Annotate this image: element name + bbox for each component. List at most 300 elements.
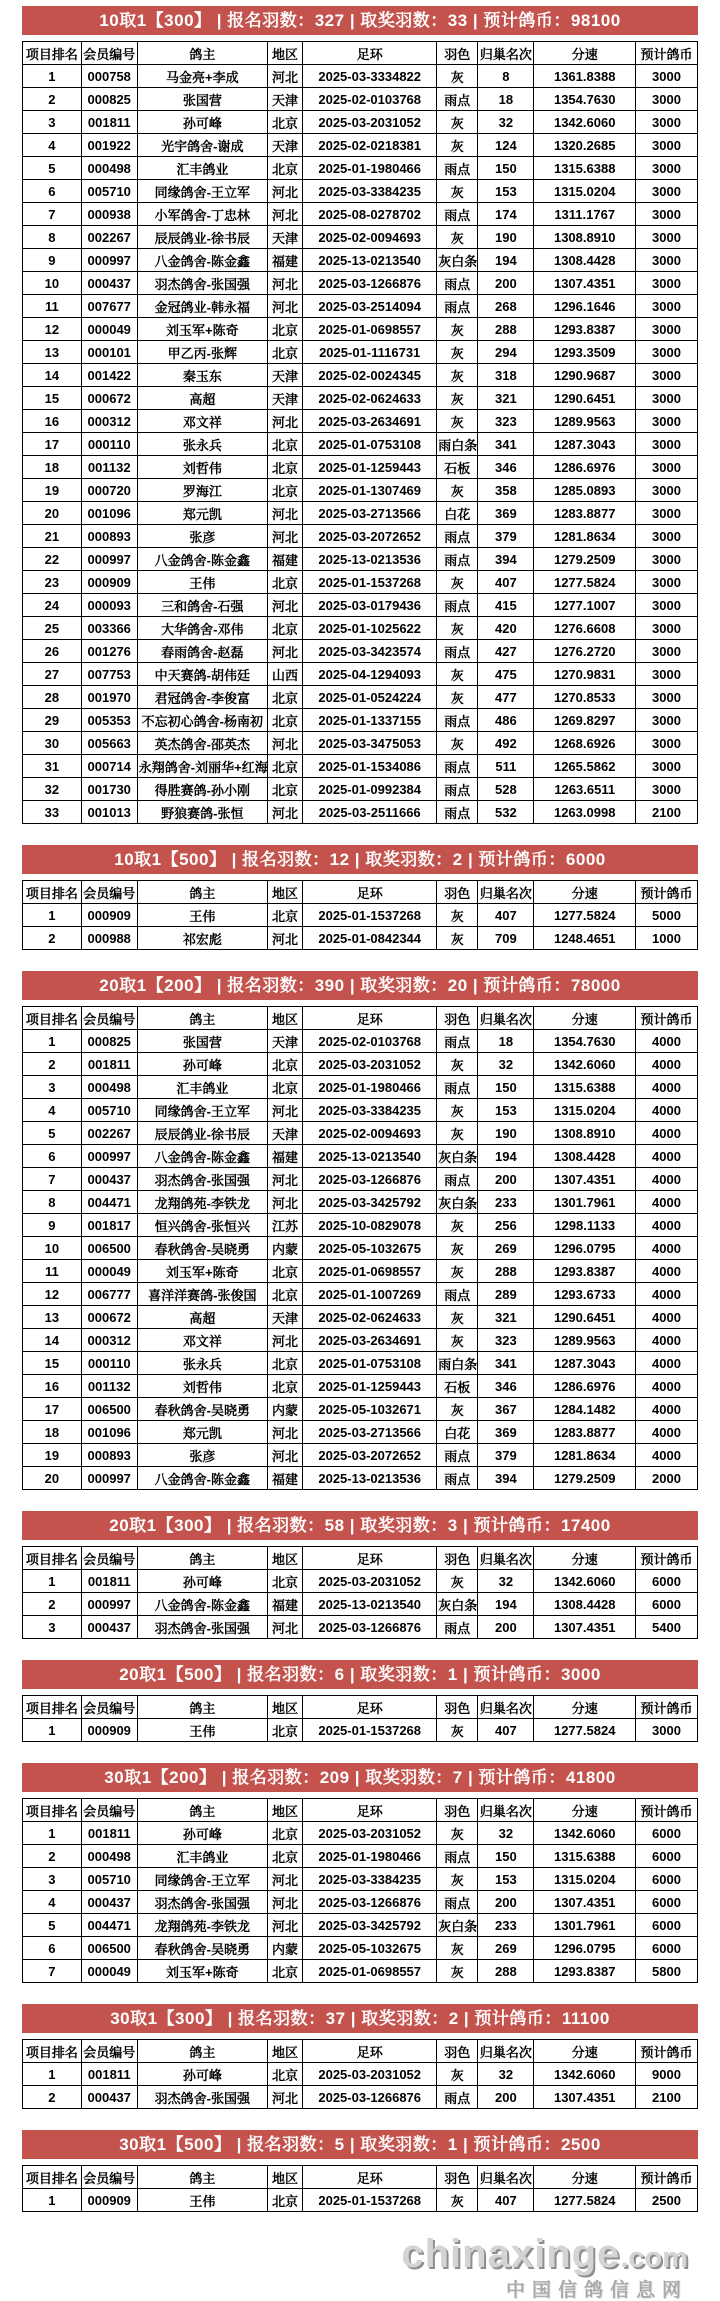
cell-coins: 3000 (635, 663, 697, 686)
cell-region: 河北 (267, 272, 302, 295)
cell-feather-color: 灰 (437, 732, 478, 755)
cell-member-no: 000720 (81, 479, 137, 502)
cell-ring: 2025-03-2031052 (303, 1822, 437, 1845)
cell-region: 北京 (267, 1053, 302, 1076)
cell-owner: 王伟 (137, 904, 267, 927)
cell-coins: 4000 (635, 1214, 697, 1237)
cell-owner: 王伟 (137, 1719, 267, 1742)
cell-homing-rank: 200 (478, 1616, 534, 1639)
column-header-rank: 项目排名 (23, 1799, 82, 1822)
table-row (23, 249, 698, 272)
prize-section (22, 845, 698, 950)
cell-homing-rank: 492 (478, 732, 534, 755)
cell-feather-color: 石板 (437, 456, 478, 479)
cell-rank: 3 (23, 1868, 82, 1891)
cell-owner: 马金亮+李成 (137, 65, 267, 88)
cell-owner: 同缘鸽舍-王立军 (137, 180, 267, 203)
cell-coins: 6000 (635, 1891, 697, 1914)
cell-feather-color: 灰 (437, 180, 478, 203)
cell-region: 北京 (267, 1960, 302, 1983)
cell-coins: 3000 (635, 410, 697, 433)
cell-region: 北京 (267, 709, 302, 732)
table-body (23, 2063, 698, 2109)
cell-coins: 3000 (635, 617, 697, 640)
cell-owner: 春秋鸽舍-吴晓勇 (137, 1398, 267, 1421)
cell-coins: 3000 (635, 203, 697, 226)
cell-member-no: 001817 (81, 1214, 137, 1237)
cell-homing-rank: 32 (478, 111, 534, 134)
cell-ring: 2025-01-1259443 (303, 456, 437, 479)
cell-homing-rank: 394 (478, 1467, 534, 1490)
cell-ring: 2025-01-0753108 (303, 1352, 437, 1375)
cell-homing-rank: 346 (478, 1375, 534, 1398)
cell-member-no: 000110 (81, 433, 137, 456)
column-header-member-no: 会员编号 (81, 1007, 137, 1030)
cell-ring: 2025-01-1259443 (303, 1375, 437, 1398)
cell-speed: 1308.8910 (534, 1122, 636, 1145)
cell-feather-color: 雨点 (437, 157, 478, 180)
cell-rank: 3 (23, 111, 82, 134)
table-row (23, 1960, 698, 1983)
cell-region: 河北 (267, 65, 302, 88)
cell-feather-color: 灰 (437, 1237, 478, 1260)
header-row (23, 2040, 698, 2063)
table-row (23, 341, 698, 364)
cell-member-no: 005710 (81, 180, 137, 203)
table-row (23, 157, 698, 180)
cell-region: 北京 (267, 341, 302, 364)
cell-owner: 辰辰鸽业-徐书辰 (137, 1122, 267, 1145)
cell-rank: 2 (23, 927, 82, 950)
cell-coins: 3000 (635, 433, 697, 456)
table-row (23, 410, 698, 433)
cell-member-no: 000938 (81, 203, 137, 226)
header-row (23, 42, 698, 65)
cell-ring: 2025-01-1116731 (303, 341, 437, 364)
column-header-member-no: 会员编号 (81, 1547, 137, 1570)
table-body (23, 65, 698, 824)
table-row (23, 1122, 698, 1145)
cell-rank: 29 (23, 709, 82, 732)
cell-rank: 1 (23, 904, 82, 927)
cell-ring: 2025-03-1266876 (303, 2086, 437, 2109)
cell-member-no: 000498 (81, 1845, 137, 1868)
cell-speed: 1284.1482 (534, 1398, 636, 1421)
column-header-coins: 预计鸽币 (635, 1799, 697, 1822)
column-header-coins: 预计鸽币 (635, 1007, 697, 1030)
column-header-coins: 预计鸽币 (635, 2040, 697, 2063)
cell-speed: 1265.5862 (534, 755, 636, 778)
cell-speed: 1342.6060 (534, 111, 636, 134)
header-row (23, 1696, 698, 1719)
cell-member-no: 001811 (81, 111, 137, 134)
column-header-feather-color: 羽色 (437, 2166, 478, 2189)
cell-owner: 祁宏彪 (137, 927, 267, 950)
cell-owner: 汇丰鸽业 (137, 1845, 267, 1868)
table-row (23, 479, 698, 502)
table-row (23, 1937, 698, 1960)
table-row (23, 1053, 698, 1076)
cell-region: 北京 (267, 617, 302, 640)
cell-member-no: 005353 (81, 709, 137, 732)
cell-region: 天津 (267, 134, 302, 157)
column-header-member-no: 会员编号 (81, 2166, 137, 2189)
cell-coins: 3000 (635, 571, 697, 594)
cell-speed: 1290.6451 (534, 1306, 636, 1329)
table-row (23, 226, 698, 249)
cell-rank: 14 (23, 364, 82, 387)
watermark-tld: .com (620, 2242, 688, 2274)
cell-member-no: 001970 (81, 686, 137, 709)
cell-member-no: 001922 (81, 134, 137, 157)
cell-feather-color: 雨点 (437, 525, 478, 548)
cell-ring: 2025-03-2072652 (303, 1444, 437, 1467)
column-header-speed: 分速 (534, 1007, 636, 1030)
cell-speed: 1277.1007 (534, 594, 636, 617)
cell-ring: 2025-03-2031052 (303, 111, 437, 134)
cell-rank: 16 (23, 410, 82, 433)
cell-member-no: 001096 (81, 502, 137, 525)
cell-region: 河北 (267, 1616, 302, 1639)
cell-speed: 1286.6976 (534, 1375, 636, 1398)
cell-feather-color: 灰 (437, 1053, 478, 1076)
table-body (23, 904, 698, 950)
cell-region: 河北 (267, 180, 302, 203)
cell-ring: 2025-01-1537268 (303, 1719, 437, 1742)
cell-member-no: 006500 (81, 1237, 137, 1260)
column-header-feather-color: 羽色 (437, 1007, 478, 1030)
cell-ring: 2025-01-0992384 (303, 778, 437, 801)
column-header-owner: 鸽主 (137, 42, 267, 65)
cell-coins: 4000 (635, 1352, 697, 1375)
section-banner: 30取1【200】 | 报名羽数：209 | 取奖羽数：7 | 预计鸽币：41800 (22, 1763, 698, 1792)
cell-rank: 1 (23, 1822, 82, 1845)
cell-rank: 13 (23, 1306, 82, 1329)
cell-feather-color: 雨点 (437, 801, 478, 824)
cell-feather-color: 灰 (437, 226, 478, 249)
cell-ring: 2025-03-1266876 (303, 272, 437, 295)
cell-ring: 2025-03-2713566 (303, 502, 437, 525)
cell-coins: 6000 (635, 1845, 697, 1868)
cell-coins: 3000 (635, 134, 697, 157)
cell-member-no: 001013 (81, 801, 137, 824)
cell-feather-color: 雨点 (437, 2086, 478, 2109)
table-row (23, 1822, 698, 1845)
cell-member-no: 003366 (81, 617, 137, 640)
cell-ring: 2025-02-0103768 (303, 1030, 437, 1053)
cell-speed: 1315.6388 (534, 1845, 636, 1868)
cell-ring: 2025-13-0213540 (303, 1145, 437, 1168)
cell-region: 北京 (267, 778, 302, 801)
cell-homing-rank: 150 (478, 1076, 534, 1099)
cell-homing-rank: 194 (478, 1593, 534, 1616)
cell-member-no: 000437 (81, 1891, 137, 1914)
cell-coins: 3000 (635, 686, 697, 709)
cell-rank: 9 (23, 1214, 82, 1237)
column-header-ring: 足环 (303, 881, 437, 904)
cell-rank: 6 (23, 1937, 82, 1960)
cell-ring: 2025-01-1337155 (303, 709, 437, 732)
cell-speed: 1290.6451 (534, 387, 636, 410)
table-row (23, 1891, 698, 1914)
cell-owner: 不忘初心鸽舍-杨南初 (137, 709, 267, 732)
cell-ring: 2025-01-1007269 (303, 1283, 437, 1306)
cell-owner: 张彦 (137, 1444, 267, 1467)
column-header-member-no: 会员编号 (81, 42, 137, 65)
cell-homing-rank: 289 (478, 1283, 534, 1306)
cell-speed: 1285.0893 (534, 479, 636, 502)
cell-homing-rank: 486 (478, 709, 534, 732)
cell-member-no: 001096 (81, 1421, 137, 1444)
cell-rank: 1 (23, 1719, 82, 1742)
cell-coins: 3000 (635, 732, 697, 755)
cell-region: 北京 (267, 1375, 302, 1398)
cell-owner: 同缘鸽舍-王立军 (137, 1868, 267, 1891)
cell-owner: 中天赛鸽-胡伟廷 (137, 663, 267, 686)
cell-ring: 2025-03-3423574 (303, 640, 437, 663)
cell-feather-color: 雨点 (437, 88, 478, 111)
cell-member-no: 000997 (81, 249, 137, 272)
cell-feather-color: 灰 (437, 134, 478, 157)
cell-region: 河北 (267, 594, 302, 617)
cell-region: 河北 (267, 1099, 302, 1122)
results-table (22, 1695, 698, 1742)
cell-region: 北京 (267, 1260, 302, 1283)
cell-ring: 2025-03-2511666 (303, 801, 437, 824)
table-row (23, 732, 698, 755)
cell-coins: 3000 (635, 364, 697, 387)
column-header-owner: 鸽主 (137, 2166, 267, 2189)
cell-speed: 1308.4428 (534, 1593, 636, 1616)
cell-owner: 三和鸽舍-石强 (137, 594, 267, 617)
cell-ring: 2025-01-1980466 (303, 157, 437, 180)
cell-coins: 4000 (635, 1283, 697, 1306)
cell-rank: 7 (23, 1168, 82, 1191)
cell-speed: 1307.4351 (534, 1616, 636, 1639)
cell-feather-color: 雨白条 (437, 433, 478, 456)
cell-coins: 4000 (635, 1444, 697, 1467)
cell-feather-color: 灰 (437, 2063, 478, 2086)
table-body (23, 1570, 698, 1639)
table-row (23, 1145, 698, 1168)
cell-coins: 5000 (635, 904, 697, 927)
cell-coins: 3000 (635, 1719, 697, 1742)
watermark-logo (22, 2233, 688, 2275)
cell-speed: 1277.5824 (534, 2189, 636, 2212)
cell-speed: 1354.7630 (534, 1030, 636, 1053)
cell-member-no: 000101 (81, 341, 137, 364)
cell-region: 河北 (267, 1329, 302, 1352)
cell-homing-rank: 32 (478, 1053, 534, 1076)
cell-homing-rank: 200 (478, 1168, 534, 1191)
cell-feather-color: 灰 (437, 1329, 478, 1352)
table-row (23, 295, 698, 318)
cell-ring: 2025-03-3384235 (303, 1868, 437, 1891)
cell-feather-color: 灰 (437, 387, 478, 410)
cell-feather-color: 灰 (437, 617, 478, 640)
cell-rank: 2 (23, 1053, 82, 1076)
cell-region: 河北 (267, 1914, 302, 1937)
cell-ring: 2025-05-1032671 (303, 1398, 437, 1421)
cell-feather-color: 灰 (437, 1937, 478, 1960)
cell-ring: 2025-03-3425792 (303, 1191, 437, 1214)
cell-feather-color: 雨点 (437, 1444, 478, 1467)
cell-rank: 9 (23, 249, 82, 272)
cell-feather-color: 灰白条 (437, 1593, 478, 1616)
cell-member-no: 001811 (81, 1053, 137, 1076)
cell-coins: 4000 (635, 1099, 697, 1122)
table-row (23, 709, 698, 732)
cell-ring: 2025-01-0842344 (303, 927, 437, 950)
table-row (23, 1868, 698, 1891)
cell-member-no: 006500 (81, 1937, 137, 1960)
cell-feather-color: 灰 (437, 1122, 478, 1145)
cell-ring: 2025-01-1025622 (303, 617, 437, 640)
cell-coins: 3000 (635, 157, 697, 180)
cell-coins: 3000 (635, 548, 697, 571)
cell-member-no: 000825 (81, 1030, 137, 1053)
cell-homing-rank: 407 (478, 1719, 534, 1742)
column-header-coins: 预计鸽币 (635, 2166, 697, 2189)
cell-homing-rank: 369 (478, 502, 534, 525)
cell-homing-rank: 124 (478, 134, 534, 157)
cell-rank: 8 (23, 226, 82, 249)
cell-rank: 21 (23, 525, 82, 548)
cell-ring: 2025-02-0094693 (303, 226, 437, 249)
cell-feather-color: 雨点 (437, 1616, 478, 1639)
column-header-member-no: 会员编号 (81, 1696, 137, 1719)
column-header-member-no: 会员编号 (81, 881, 137, 904)
cell-feather-color: 雨点 (437, 709, 478, 732)
column-header-speed: 分速 (534, 1696, 636, 1719)
cell-rank: 1 (23, 2189, 82, 2212)
column-header-rank: 项目排名 (23, 881, 82, 904)
cell-homing-rank: 174 (478, 203, 534, 226)
cell-homing-rank: 709 (478, 927, 534, 950)
cell-member-no: 001132 (81, 456, 137, 479)
cell-ring: 2025-01-1537268 (303, 904, 437, 927)
column-header-speed: 分速 (534, 1547, 636, 1570)
cell-homing-rank: 200 (478, 272, 534, 295)
cell-homing-rank: 256 (478, 1214, 534, 1237)
cell-region: 北京 (267, 157, 302, 180)
cell-owner: 羽杰鸽舍-张国强 (137, 2086, 267, 2109)
cell-ring: 2025-03-1266876 (303, 1168, 437, 1191)
cell-region: 河北 (267, 640, 302, 663)
cell-ring: 2025-05-1032675 (303, 1237, 437, 1260)
cell-feather-color: 灰 (437, 1306, 478, 1329)
cell-region: 内蒙 (267, 1398, 302, 1421)
cell-coins: 4000 (635, 1329, 697, 1352)
cell-ring: 2025-01-0698557 (303, 1260, 437, 1283)
cell-member-no: 000997 (81, 548, 137, 571)
cell-owner: 春秋鸽舍-吴晓勇 (137, 1237, 267, 1260)
column-header-rank: 项目排名 (23, 1007, 82, 1030)
cell-ring: 2025-03-3384235 (303, 180, 437, 203)
cell-region: 福建 (267, 1467, 302, 1490)
cell-owner: 大华鸽舍-邓伟 (137, 617, 267, 640)
cell-region: 北京 (267, 433, 302, 456)
column-header-member-no: 会员编号 (81, 2040, 137, 2063)
cell-rank: 26 (23, 640, 82, 663)
table-row (23, 801, 698, 824)
cell-region: 河北 (267, 1168, 302, 1191)
cell-owner: 刘玉军+陈奇 (137, 1960, 267, 1983)
cell-speed: 1301.7961 (534, 1191, 636, 1214)
cell-rank: 11 (23, 1260, 82, 1283)
cell-rank: 5 (23, 157, 82, 180)
cell-member-no: 007677 (81, 295, 137, 318)
cell-speed: 1290.9687 (534, 364, 636, 387)
cell-coins: 6000 (635, 1822, 697, 1845)
cell-owner: 汇丰鸽业 (137, 1076, 267, 1099)
cell-rank: 7 (23, 1960, 82, 1983)
cell-coins: 3000 (635, 778, 697, 801)
cell-rank: 15 (23, 387, 82, 410)
cell-ring: 2025-02-0103768 (303, 88, 437, 111)
cell-region: 福建 (267, 548, 302, 571)
table-row (23, 548, 698, 571)
table-row (23, 1168, 698, 1191)
cell-speed: 1248.4651 (534, 927, 636, 950)
cell-owner: 野狼赛鸽-张恒 (137, 801, 267, 824)
cell-coins: 3000 (635, 341, 697, 364)
cell-feather-color: 灰 (437, 479, 478, 502)
cell-coins: 6000 (635, 1570, 697, 1593)
cell-speed: 1315.0204 (534, 180, 636, 203)
cell-homing-rank: 341 (478, 1352, 534, 1375)
cell-homing-rank: 346 (478, 456, 534, 479)
cell-speed: 1289.9563 (534, 1329, 636, 1352)
table-row (23, 433, 698, 456)
cell-feather-color: 雨点 (437, 640, 478, 663)
watermark-subtitle: 中国信鸽信息网 (505, 2280, 688, 2301)
cell-region: 北京 (267, 1283, 302, 1306)
cell-rank: 4 (23, 1099, 82, 1122)
cell-homing-rank: 379 (478, 525, 534, 548)
sections (22, 6, 698, 2212)
cell-owner: 孙可峰 (137, 1570, 267, 1593)
cell-owner: 孙可峰 (137, 1822, 267, 1845)
cell-member-no: 000049 (81, 318, 137, 341)
cell-speed: 1293.8387 (534, 318, 636, 341)
cell-member-no: 002267 (81, 226, 137, 249)
cell-homing-rank: 367 (478, 1398, 534, 1421)
cell-coins: 3000 (635, 502, 697, 525)
table-row (23, 686, 698, 709)
column-header-owner: 鸽主 (137, 1007, 267, 1030)
cell-ring: 2025-01-1980466 (303, 1076, 437, 1099)
cell-owner: 秦玉东 (137, 364, 267, 387)
table-body (23, 1822, 698, 1983)
table-row (23, 88, 698, 111)
cell-ring: 2025-03-0179436 (303, 594, 437, 617)
table-row (23, 502, 698, 525)
cell-region: 河北 (267, 927, 302, 950)
cell-coins: 4000 (635, 1398, 697, 1421)
column-header-homing-rank: 归巢名次 (478, 1007, 534, 1030)
table-row (23, 387, 698, 410)
column-header-speed: 分速 (534, 2040, 636, 2063)
cell-region: 北京 (267, 1352, 302, 1375)
cell-region: 北京 (267, 904, 302, 927)
table-row (23, 456, 698, 479)
cell-ring: 2025-13-0213540 (303, 249, 437, 272)
cell-ring: 2025-13-0213536 (303, 1467, 437, 1490)
cell-rank: 1 (23, 1570, 82, 1593)
cell-homing-rank: 407 (478, 2189, 534, 2212)
cell-member-no: 001132 (81, 1375, 137, 1398)
